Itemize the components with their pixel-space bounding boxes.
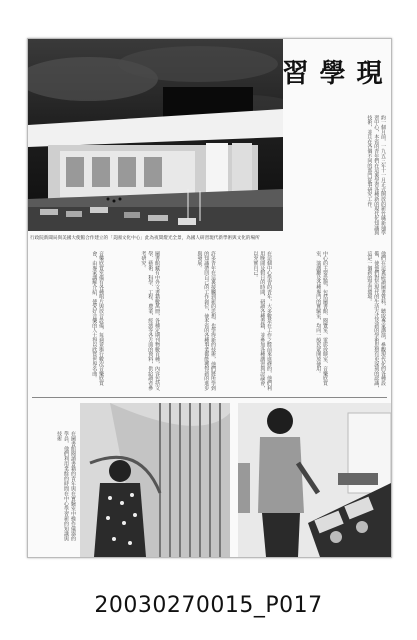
building-night-photo <box>28 39 283 231</box>
body-text-column-6: 音樂欣賞室備有各種唱片與放音設備，每週並舉行數次音樂欣賞會，由專家講解介紹，使愛好音樂的人士得以欣賞世界名曲。 <box>91 251 104 386</box>
body-text-column-5: 圖書館藏有中外文書籍數萬冊，各種定期刊物數百種，內容包括文學、藝術、科學、工程、農業、經濟等各方面的資料，供給讀者參考研究。 <box>140 251 160 391</box>
article-title: 現學習 <box>278 59 382 87</box>
body-text-column-4: 許多青年在這裏接觸到新的思想，也學得新的技術，他們將所學到的知識帶回自己的工作崗位，使本省的各種事業都能獲得新的進步與發展。 <box>196 251 216 391</box>
body-text-column-2: 中心的主要設施，包括圖書館、閱覽室、電影放映室、音樂欣賞室、演講廳及各種專門的實驗室，均向一般民眾開放使用。 <box>315 251 328 386</box>
section-divider <box>32 397 387 398</box>
archive-page-id: 20030270015_P017 <box>94 593 323 618</box>
building-photo-drawing <box>28 39 283 231</box>
laboratory-photo-drawing <box>238 403 391 557</box>
body-text-column-1: 他們在這裏研讀圖書資料，聽取專家講演，參觀現代化的各種設備，使他們對於現代的生活方式及新的學術思想有更深刻的認識，這是一個新的學習環境。 <box>366 251 386 391</box>
top-photo-caption: 行政院新聞局與美國大使館合作建立的「美國文化中心」此為夜間燈光全景，為國人研習現代新學術與文化的場所 <box>30 236 260 241</box>
body-text-column-3: 在這個中心學習的青年，大多數是在工作之餘前來進修的，他們利用晚間及假日的時間，研讀各種書籍，並參加各種講習與討論會，以充實自己。 <box>252 251 272 391</box>
laboratory-photo <box>238 403 391 557</box>
bottom-photos-caption: 在圖書館閱讀書籍的青年與在實驗室中操作儀器的學員，他們利用業餘的時間在中心學習新的知識與技術 <box>56 431 76 541</box>
reader-photo-drawing <box>80 403 230 557</box>
reader-photo <box>80 403 230 557</box>
intro-text-column: 約一個月前，一九五三年十一月正式開放的新竹縣新埔學習中心，本省的青年們在這裏學習各種新的現代化知識與技術，並且在各個不同的部門從事研究工作。 <box>366 115 386 236</box>
scanned-magazine-page <box>27 38 392 558</box>
